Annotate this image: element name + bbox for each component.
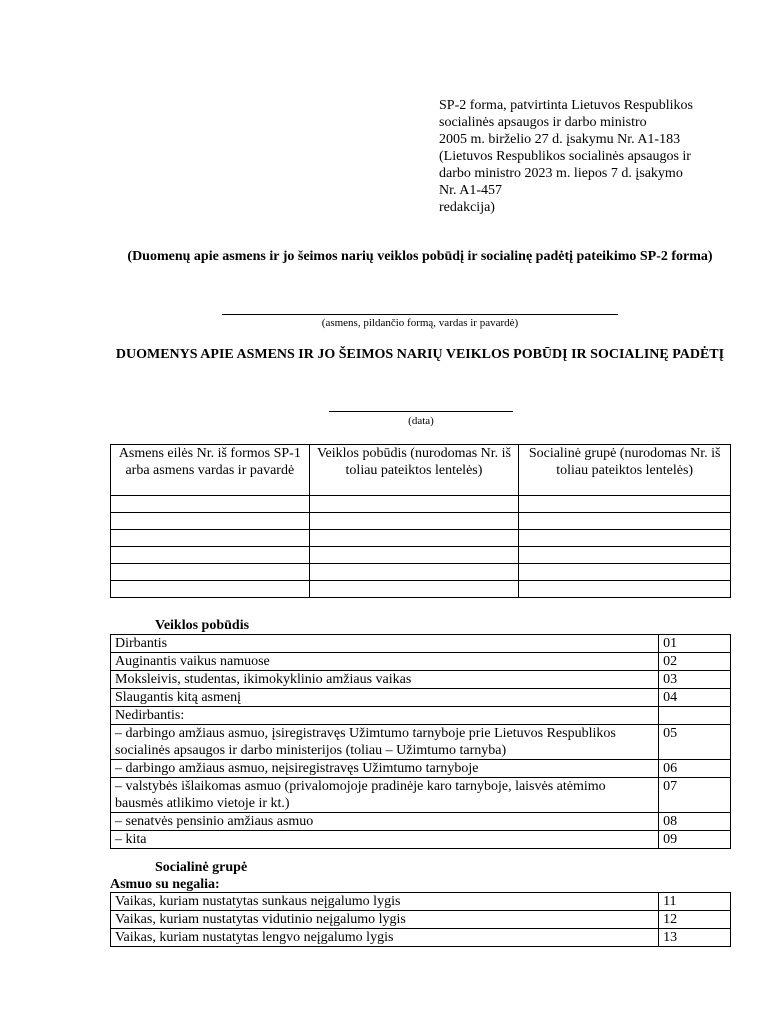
social-group-cell[interactable] [519, 496, 731, 513]
table-row [111, 530, 731, 547]
date-line[interactable] [329, 411, 513, 412]
approval-note [439, 97, 739, 216]
person-cell[interactable] [111, 513, 310, 530]
activity-label: – darbingo amžiaus asmuo, įsiregistravęs Užimtumo tarnyboje prie Lietuvos Respublikos socialinės apsaugos ir darbo ministerijos (toliau – Užimtumo tarnyba) [111, 725, 659, 760]
table-row [111, 564, 731, 581]
social-group-cell[interactable] [519, 564, 731, 581]
table-row [111, 635, 731, 653]
activity-code: 08 [659, 813, 731, 831]
table-row [111, 496, 731, 513]
table-row [111, 581, 731, 598]
activity-label: Auginantis vaikus namuose [111, 653, 659, 671]
social-group-cell[interactable] [519, 581, 731, 598]
activity-label: – valstybės išlaikomas asmuo (privalomojoje pradinėje karo tarnyboje, laisvės atėmimo bausmės atlikimo vietoje ir kt.) [111, 778, 659, 813]
activity-code: 03 [659, 671, 731, 689]
social-section-subtitle: Asmuo su negalia: [110, 877, 220, 892]
name-label: (asmens, pildančio formą, vardas ir pavardė) [321, 317, 519, 329]
activity-label: Moksleivis, studentas, ikimokyklinio amžiaus vaikas [111, 671, 659, 689]
table-row [111, 653, 731, 671]
table-row [111, 929, 731, 947]
activity-cell[interactable] [309, 564, 519, 581]
person-cell[interactable] [111, 530, 310, 547]
social-group-table [110, 892, 731, 947]
table-row [111, 707, 731, 725]
activity-code: 07 [659, 778, 731, 813]
persons-table-header [111, 445, 731, 496]
activity-cell[interactable] [309, 496, 519, 513]
approval-note-line: Nr. A1-457 [439, 183, 502, 198]
header-activity: Veiklos pobūdis (nurodomas Nr. iš toliau pateiktos lentelės) [309, 445, 519, 496]
activity-label: – kita [111, 831, 659, 849]
approval-note-line: redakcija) [439, 200, 495, 215]
form-caption: (Duomenų apie asmens ir jo šeimos narių veiklos pobūdį ir socialinę padėtį pateikimo SP-2 forma) [127, 249, 713, 264]
activity-label: – senatvės pensinio amžiaus asmuo [111, 813, 659, 831]
social-group-cell[interactable] [519, 547, 731, 564]
table-row [111, 893, 731, 911]
header-social-group: Socialinė grupė (nurodomas Nr. iš toliau pateiktos lentelės) [519, 445, 731, 496]
table-row [111, 778, 731, 813]
activity-label: – darbingo amžiaus asmuo, neįsiregistravęs Užimtumo tarnyboje [111, 760, 659, 778]
persons-table [110, 444, 731, 598]
activity-cell[interactable] [309, 513, 519, 530]
person-cell[interactable] [111, 564, 310, 581]
activity-code: 06 [659, 760, 731, 778]
activity-label: Nedirbantis: [111, 707, 659, 725]
activity-code: 01 [659, 635, 731, 653]
activity-code [659, 707, 731, 725]
person-cell[interactable] [111, 581, 310, 598]
activity-code: 02 [659, 653, 731, 671]
main-title: DUOMENYS APIE ASMENS IR JO ŠEIMOS NARIŲ VEIKLOS POBŪDĮ IR SOCIALINĘ PADĖTĮ [115, 347, 725, 362]
social-group-code: 13 [659, 929, 731, 947]
table-row [111, 513, 731, 530]
name-signature-line[interactable] [222, 314, 618, 315]
table-row [111, 547, 731, 564]
activity-table [110, 634, 731, 849]
table-row [111, 911, 731, 929]
social-group-label: Vaikas, kuriam nustatytas sunkaus neįgalumo lygis [111, 893, 659, 911]
activity-section-title: Veiklos pobūdis [155, 618, 250, 633]
person-cell[interactable] [111, 496, 310, 513]
activity-label: Slaugantis kitą asmenį [111, 689, 659, 707]
social-group-cell[interactable] [519, 530, 731, 547]
approval-note-line: darbo ministro 2023 m. liepos 7 d. įsakymo [439, 166, 683, 181]
activity-cell[interactable] [309, 530, 519, 547]
table-row [111, 813, 731, 831]
table-row [111, 831, 731, 849]
date-label: (data) [408, 415, 434, 427]
approval-note-line: socialinės apsaugos ir darbo ministro [439, 115, 647, 130]
social-group-code: 12 [659, 911, 731, 929]
table-row [111, 725, 731, 760]
table-row [111, 671, 731, 689]
activity-cell[interactable] [309, 581, 519, 598]
activity-code: 09 [659, 831, 731, 849]
social-group-code: 11 [659, 893, 731, 911]
social-group-cell[interactable] [519, 513, 731, 530]
header-person: Asmens eilės Nr. iš formos SP-1 arba asmens vardas ir pavardė [111, 445, 310, 496]
social-group-label: Vaikas, kuriam nustatytas vidutinio neįgalumo lygis [111, 911, 659, 929]
approval-note-line: 2005 m. birželio 27 d. įsakymu Nr. A1-183 [439, 132, 681, 147]
table-row [111, 760, 731, 778]
approval-note-line: (Lietuvos Respublikos socialinės apsaugos ir [439, 149, 691, 164]
activity-code: 04 [659, 689, 731, 707]
activity-label: Dirbantis [111, 635, 659, 653]
social-group-label: Vaikas, kuriam nustatytas lengvo neįgalumo lygis [111, 929, 659, 947]
approval-note-line: SP-2 forma, patvirtinta Lietuvos Respublikos [439, 98, 693, 113]
person-cell[interactable] [111, 547, 310, 564]
social-section-title: Socialinė grupė [155, 860, 248, 875]
table-row [111, 689, 731, 707]
activity-cell[interactable] [309, 547, 519, 564]
activity-code: 05 [659, 725, 731, 760]
